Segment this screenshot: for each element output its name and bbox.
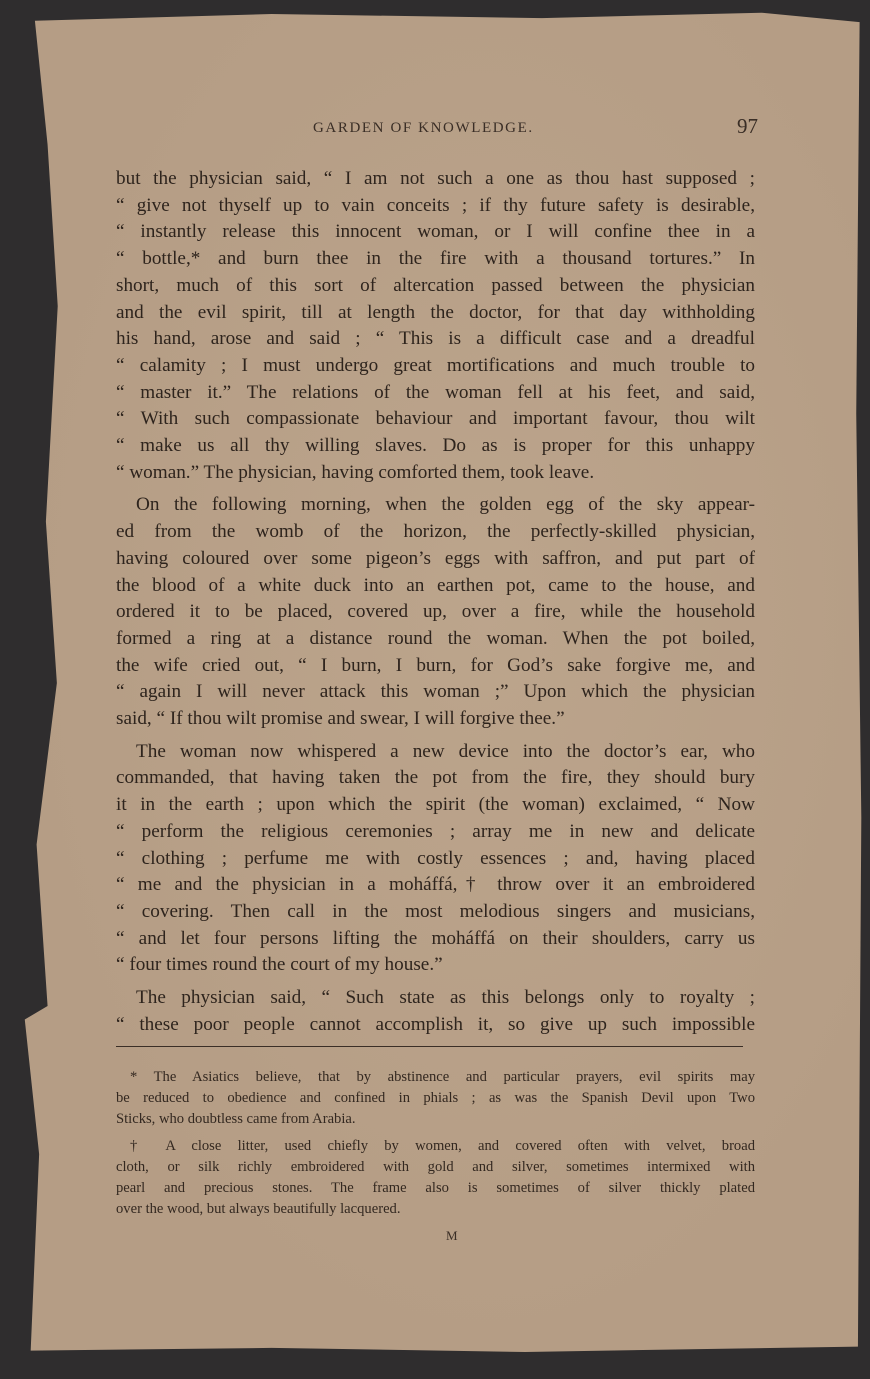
signature-mark: M [446,1228,458,1243]
body-line: The woman now whispered a new device into the doctor’s ear, who [136,740,755,762]
body-line: The physician said, “ Such state as this belongs only to royalty ; [136,987,755,1009]
body-line: “ again I will never attack this woman ;” Upon which the physician [116,681,755,703]
body-line: “ instantly release this innocent woman, or I will confine thee in a [116,221,755,243]
body-line: ed from the womb of the horizon, the perfectly-skilled physician, [116,521,755,543]
body-line: having coloured over some pigeon’s eggs with saffron, and put part of [116,547,755,569]
body-line: short, much of this sort of altercation passed between the physician [116,274,755,296]
body-line: ordered it to be placed, covered up, over a fire, while the household [116,601,755,623]
body-line: “ and let four persons lifting the moháffá on their shoulders, carry us [116,927,755,949]
page-number: 97 [737,114,758,138]
body-line: “ me and the physician in a moháffá,† throw over it an embroidered [116,874,755,896]
footnote-line: † A close litter, used chiefly by women, and covered often with velvet, broad [130,1138,755,1154]
body-line: “ woman.” The physician, having comforted them, took leave. [116,461,595,483]
body-line: and the evil spirit, till at length the doctor, for that day withholding [116,301,755,323]
footnote-line: pearl and precious stones. The frame also is sometimes of silver thickly plated [116,1180,755,1196]
body-line: “ covering. Then call in the most melodious singers and musicians, [116,900,755,922]
body-line: “ perform the religious ceremonies ; array me in new and delicate [116,820,755,842]
body-line: “ clothing ; perfume me with costly essences ; and, having placed [116,847,755,869]
footnote-line: cloth, or silk richly embroidered with gold and silver, sometimes intermixed with [116,1159,755,1175]
running-title: GARDEN OF KNOWLEDGE. [313,120,534,136]
page-header [18,116,758,140]
body-line: “ these poor people cannot accomplish it, so give up such impossible [116,1013,755,1035]
body-line: “ give not thyself up to vain conceits ; if thy future safety is desirable, [116,194,755,216]
body-line: formed a ring at a distance round the woman. When the pot boiled, [116,627,755,649]
body-line: “ master it.” The relations of the woman fell at his feet, and said, [116,381,755,403]
footnote-line: * The Asiatics believe, that by abstinence and particular prayers, evil spirits may [130,1069,755,1085]
body-line: “ calamity ; I must undergo great mortifications and much trouble to [116,354,755,376]
body-line: the wife cried out, “ I burn, I burn, for God’s sake forgive me, and [116,654,755,676]
body-line: “ make us all thy willing slaves. Do as is proper for this unhappy [116,435,755,457]
body-line: On the following morning, when the golden egg of the sky appear- [136,494,755,516]
body-line: said, “ If thou wilt promise and swear, I will forgive thee.” [116,708,565,730]
body-line: his hand, arose and said ; “ This is a difficult case and a dreadful [116,328,755,350]
footnote-rule [116,1046,743,1047]
body-line: “ four times round the court of my house.” [116,954,443,976]
body-line: “ bottle,* and burn thee in the fire with a thousand tortures.” In [116,248,755,270]
body-line: “ With such compassionate behaviour and important favour, thou wilt [116,408,755,430]
footnote-line: Sticks, who doubtless came from Arabia. [116,1111,356,1127]
body-line: the blood of a white duck into an earthen pot, came to the house, and [116,574,755,596]
footnote-line: over the wood, but always beautifully lacquered. [116,1201,401,1217]
body-line: but the physician said, “ I am not such a one as thou hast supposed ; [116,168,755,189]
body-text [116,166,755,1039]
footnotes [116,1067,755,1220]
footnote-line: be reduced to obedience and confined in phials ; as was the Spanish Devil upon Two [116,1090,755,1106]
body-line: it in the earth ; upon which the spirit (the woman) exclaimed, “ Now [116,794,755,816]
body-line: commanded, that having taken the pot from the fire, they should bury [116,767,755,789]
